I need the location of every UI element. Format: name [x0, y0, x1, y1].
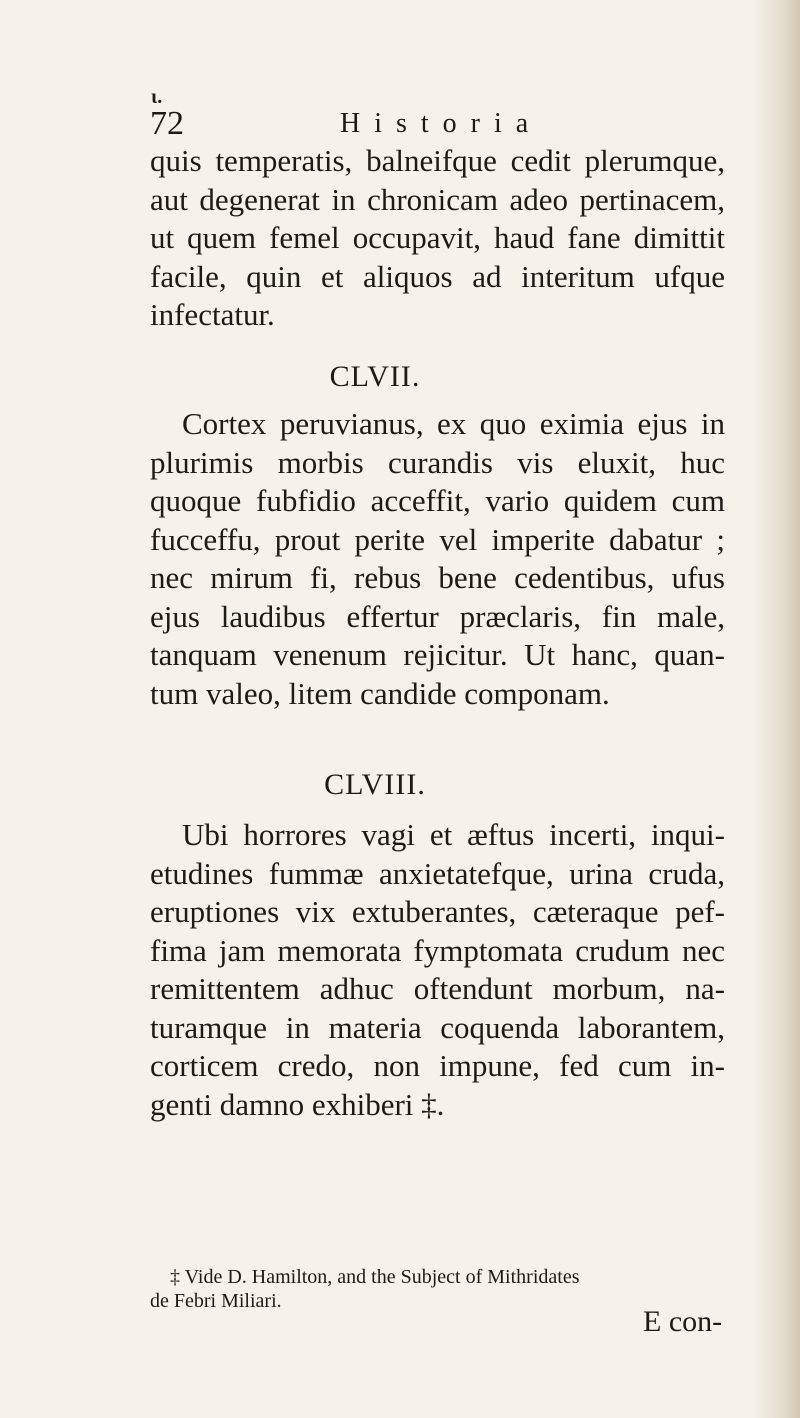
section-heading-clvii: CLVII. [329, 360, 421, 393]
page-number: 72 [150, 105, 184, 142]
text-line: ut quem femel occupavit, haud fane dimittit [150, 220, 725, 255]
printer-mark: ι. [151, 86, 163, 108]
text-line: Cortex peruvianus, ex quo eximia ejus in [182, 406, 725, 441]
text-line: quis temperatis, balneifque cedit plerumque, [150, 143, 725, 178]
section-clvii-text [150, 405, 725, 713]
section-clviii-text [150, 816, 725, 1124]
text-line: quoque fubfidio acceffit, vario quidem cum [150, 483, 725, 518]
page-header [150, 104, 600, 144]
catchword: E con- [643, 1305, 723, 1338]
section-heading-clviii: CLVIII. [324, 768, 426, 801]
running-title: Historia [340, 108, 543, 139]
text-line: fucceffu, prout perite vel imperite dabatur ; [150, 521, 725, 557]
footnote-line: ‡ Vide D. Hamilton, and the Subject of Mithridates [170, 1266, 580, 1288]
text-line: ejus laudibus effertur præclaris, fin male, [150, 598, 725, 634]
text-line: aut degenerat in chronicam adeo pertinacem, [150, 181, 725, 217]
text-line: eruptiones vix extuberantes, cæteraque pef- [150, 894, 725, 929]
page-edge-shadow [752, 0, 800, 1418]
text-line: Ubi horrores vagi et æftus incerti, inqui- [182, 817, 725, 852]
text-line: genti damno exhiberi ‡. [150, 1086, 445, 1122]
paragraph-continuation [150, 142, 725, 335]
text-line: turamque in materia coquenda laborantem, [150, 1009, 725, 1045]
text-line: nec mirum fi, rebus bene cedentibus, ufus [150, 560, 725, 595]
text-line: etudines fummæ anxietatefque, urina cruda, [150, 855, 725, 891]
text-line: tum valeo, litem candide componam. [150, 675, 610, 711]
footnote-line: de Febri Miliari. [150, 1290, 282, 1312]
text-line: corticem credo, non impune, fed cum in- [150, 1048, 725, 1083]
text-line: infectatur. [150, 297, 275, 332]
text-line: remittentem adhuc oftendunt morbum, na- [150, 971, 725, 1006]
text-line: facile, quin et aliquos ad interitum ufque [150, 258, 725, 294]
text-line: tanquam venenum rejicitur. Ut hanc, quan- [150, 637, 725, 672]
text-line: fima jam memorata fymptomata crudum nec [150, 932, 725, 968]
text-line: plurimis morbis curandis vis eluxit, huc [150, 444, 725, 480]
